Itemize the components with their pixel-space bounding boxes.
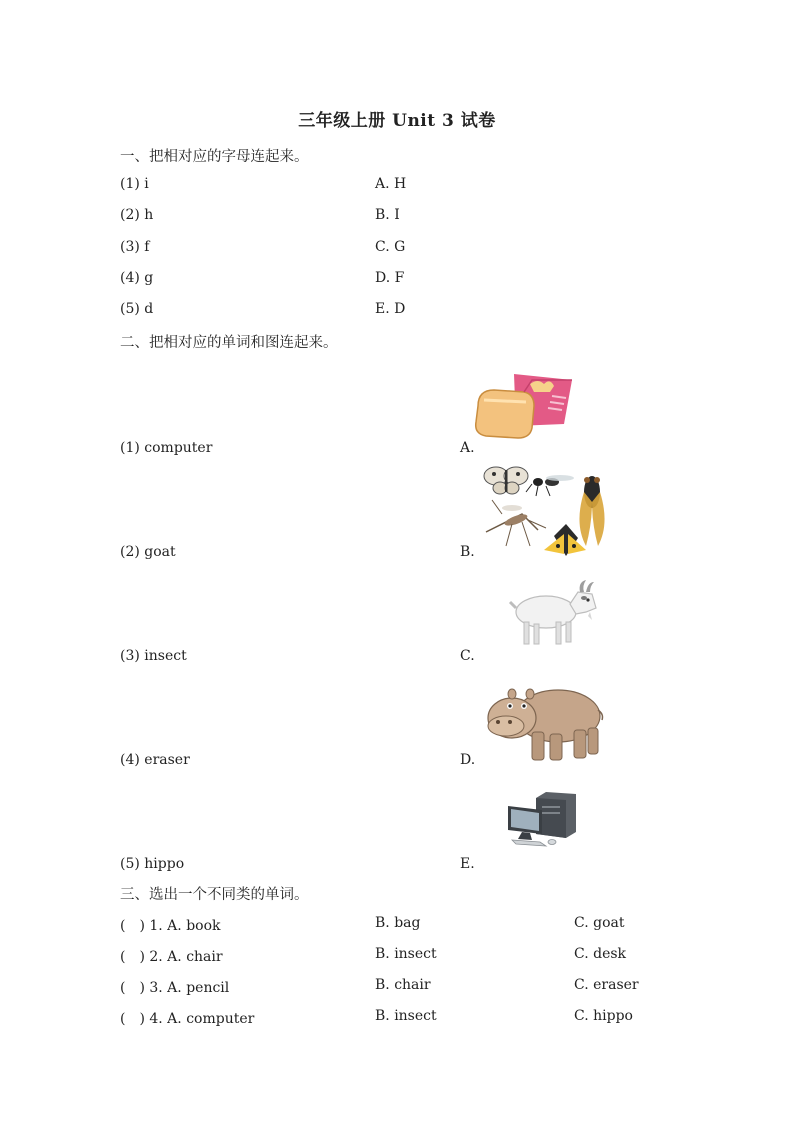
question-3: ( ) 3. A. pencil (120, 980, 230, 996)
letter-right-3: C. G (375, 239, 406, 255)
question-1-option-b: B. bag (375, 915, 421, 931)
letter-right-5: E. D (375, 301, 406, 317)
picture-letter-b: B. (460, 544, 475, 560)
picture-letter-e: E. (460, 856, 475, 872)
eraser-image (472, 366, 584, 442)
letter-left-3: (3) f (120, 239, 150, 255)
question-1-option-c: C. goat (574, 915, 625, 931)
word-2: (2) goat (120, 544, 176, 560)
word-1: (1) computer (120, 440, 213, 456)
letter-right-4: D. F (375, 270, 405, 286)
section3-heading: 三、选出一个不同类的单词。 (120, 887, 309, 903)
question-4: ( ) 4. A. computer (120, 1011, 255, 1027)
letter-left-5: (5) d (120, 301, 154, 317)
question-4-option-c: C. hippo (574, 1008, 633, 1024)
question-2-option-c: C. desk (574, 946, 627, 962)
insects-image (482, 462, 612, 560)
word-4: (4) eraser (120, 752, 190, 768)
section1-heading: 一、把相对应的字母连起来。 (120, 149, 309, 165)
question-2-option-b: B. insect (375, 946, 437, 962)
question-3-option-c: C. eraser (574, 977, 639, 993)
page-title: 三年级上册 Unit 3 试卷 (298, 111, 496, 131)
picture-letter-c: C. (460, 648, 475, 664)
question-2: ( ) 2. A. chair (120, 949, 223, 965)
letter-left-2: (2) h (120, 207, 154, 223)
picture-letter-a: A. (460, 440, 475, 456)
letter-left-4: (4) g (120, 270, 154, 286)
hippo-image (484, 676, 606, 766)
letter-right-2: B. I (375, 207, 400, 223)
word-5: (5) hippo (120, 856, 185, 872)
goat-image (506, 578, 604, 650)
section2-heading: 二、把相对应的单词和图连起来。 (120, 335, 338, 351)
question-1: ( ) 1. A. book (120, 918, 221, 934)
letter-right-1: A. H (375, 176, 407, 192)
question-4-option-b: B. insect (375, 1008, 437, 1024)
picture-letter-d: D. (460, 752, 476, 768)
letter-left-1: (1) i (120, 176, 149, 192)
computer-image (506, 792, 582, 848)
word-3: (3) insect (120, 648, 187, 664)
question-3-option-b: B. chair (375, 977, 431, 993)
